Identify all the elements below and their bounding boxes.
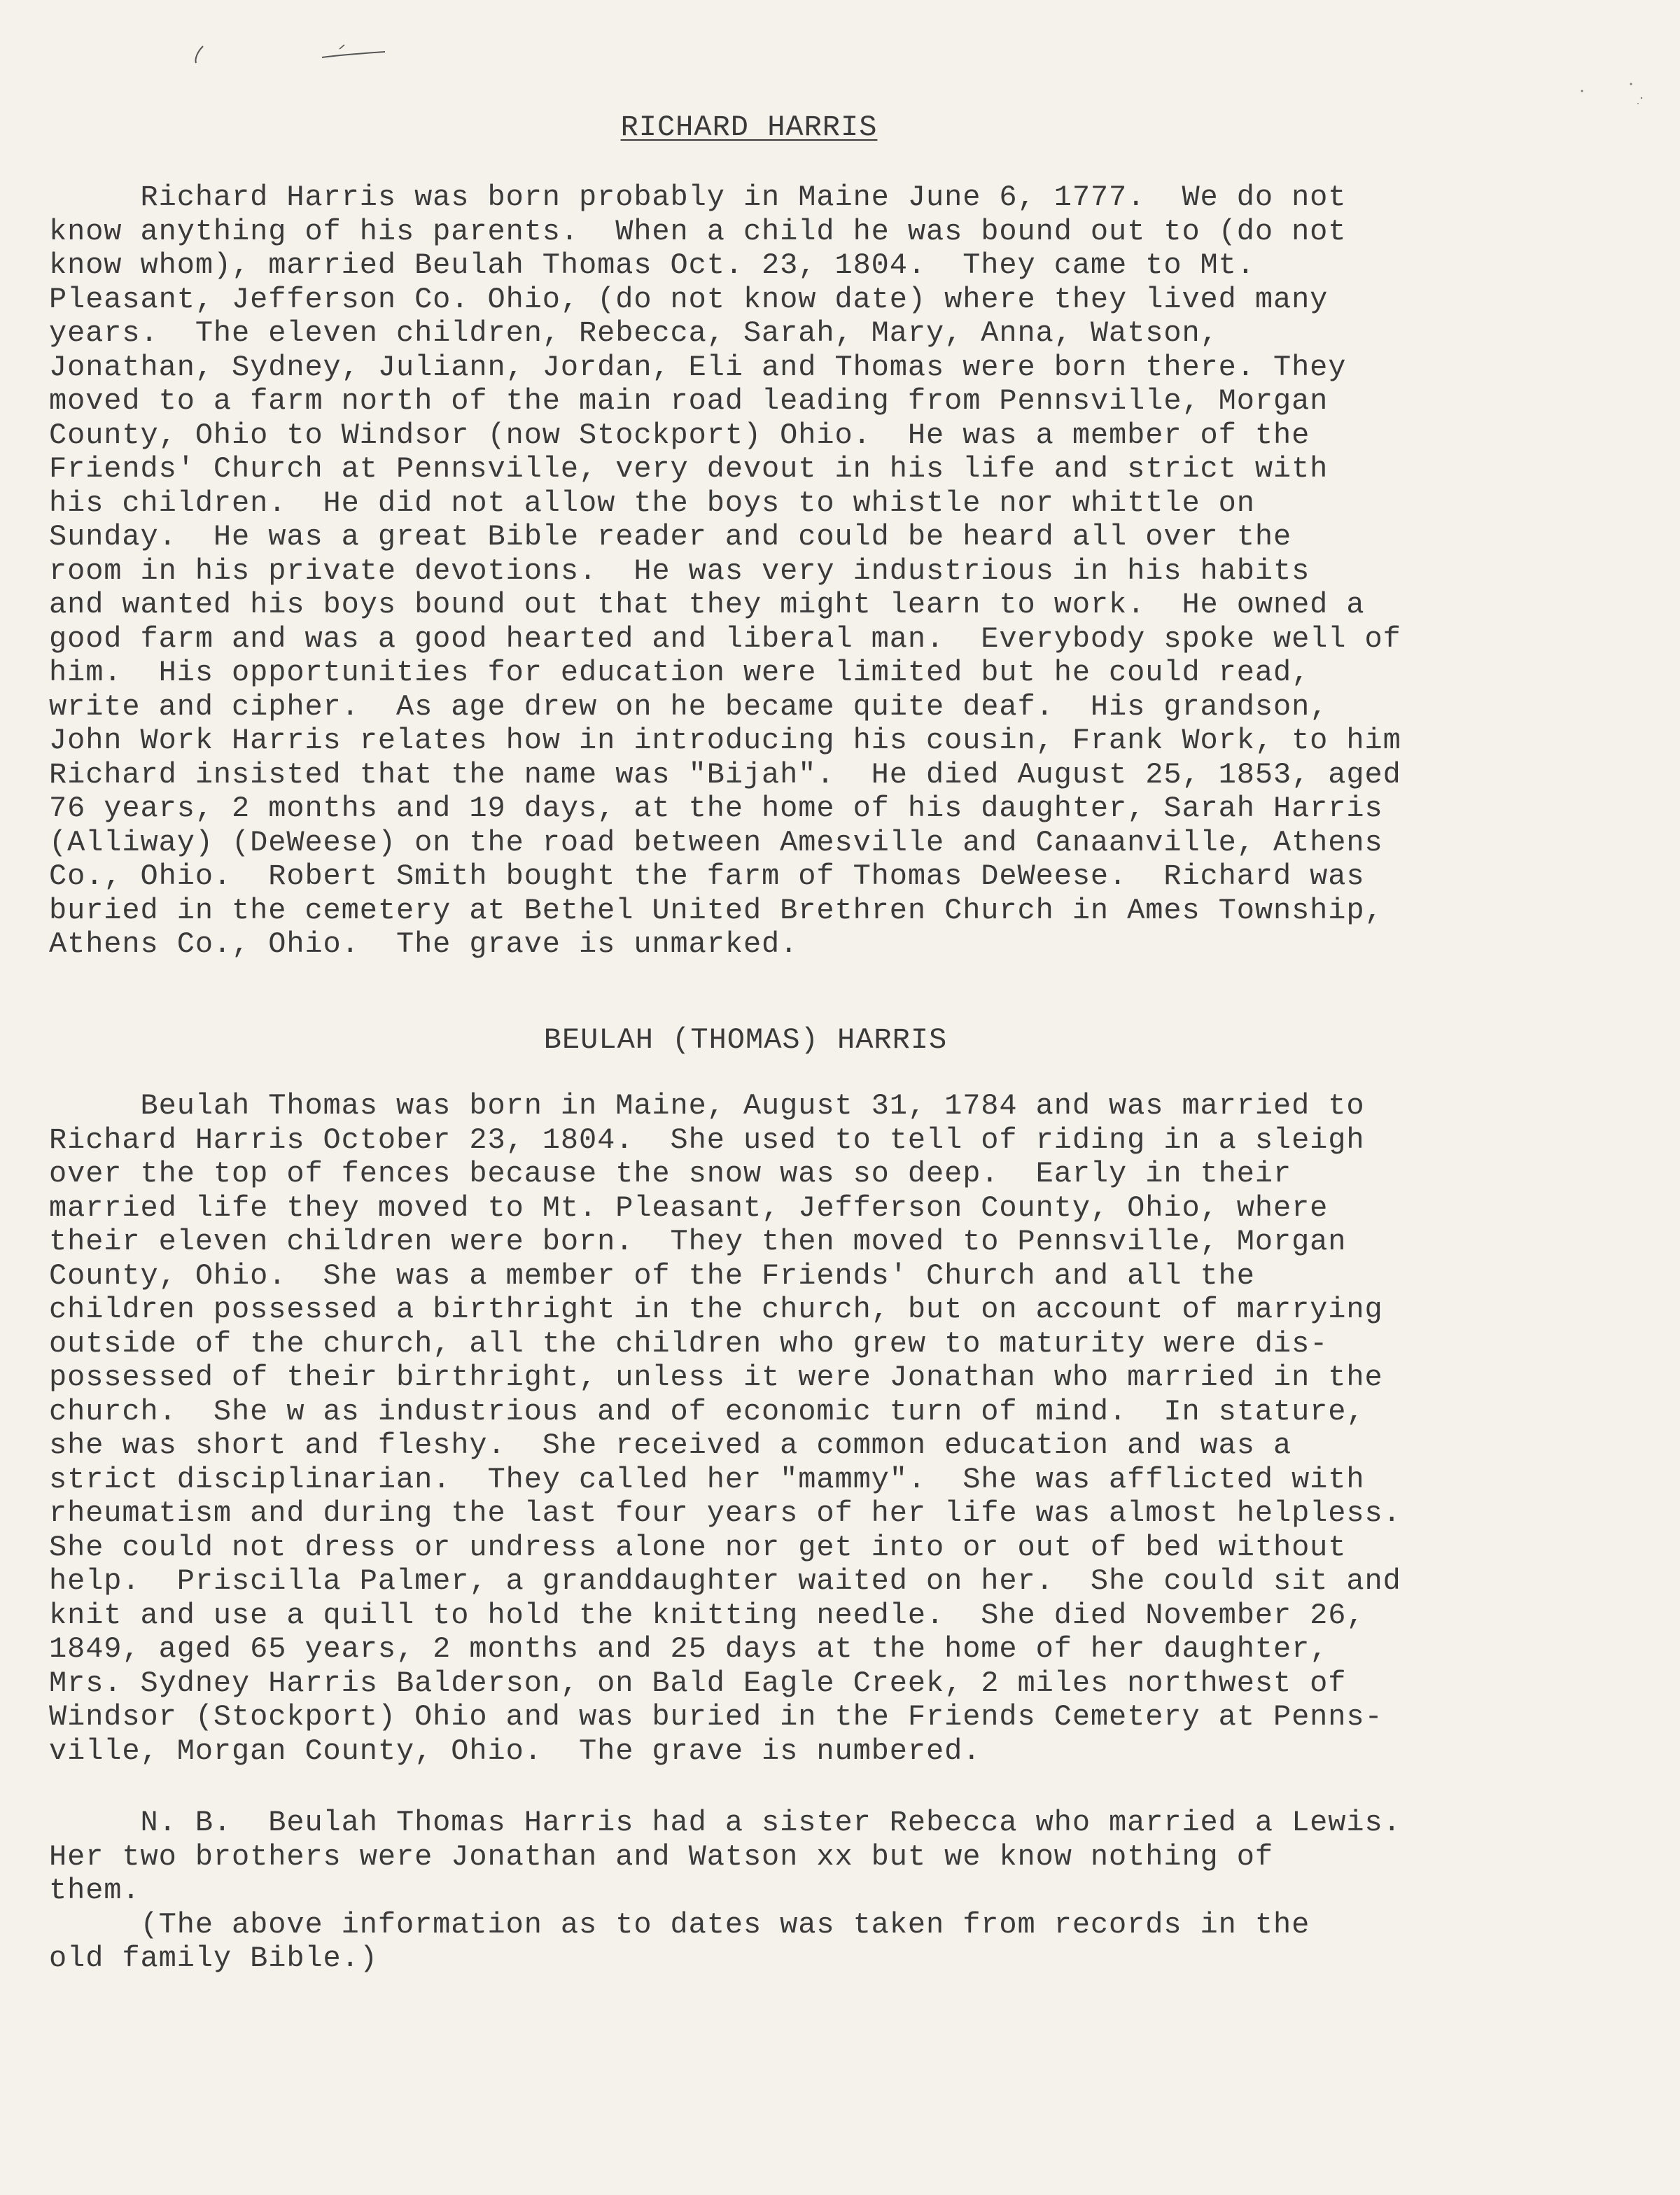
richard-text-line: (Alliway) (DeWeese) on the road between Amesville and Canaanville, Athens — [49, 825, 1383, 860]
richard-text-line: know anything of his parents. When a child he was bound out to (do not — [49, 214, 1347, 248]
beulah-text-line: children possessed a birthright in the church, but on account of marrying — [49, 1293, 1383, 1326]
richard-text-line: Pleasant, Jefferson Co. Ohio, (do not know date) where they lived many — [49, 282, 1329, 316]
beulah-text-line: Windsor (Stockport) Ohio and was buried in the Friends Cemetery at Penns- — [49, 1700, 1383, 1734]
richard-text-line: Co., Ohio. Robert Smith bought the farm of Thomas DeWeese. Richard was — [49, 860, 1365, 893]
richard-harris-title: RICHARD HARRIS — [620, 111, 878, 144]
richard-text-line: room in his private devotions. He was very industrious in his habits — [49, 554, 1310, 588]
richard-text-line: his children. He did not allow the boys to whistle nor whittle on — [49, 486, 1255, 520]
richard-text-line: Sunday. He was a great Bible reader and could be heard all over the — [49, 520, 1292, 554]
note-text-line: Her two brothers were Jonathan and Watson xx but we know nothing of — [49, 1839, 1273, 1874]
beulah-text-line: 1849, aged 65 years, 2 months and 25 days at the home of her daughter, — [49, 1632, 1329, 1666]
beulah-text-line: over the top of fences because the snow was so deep. Early in their — [49, 1157, 1292, 1191]
beulah-text-line: She could not dress or undress alone nor get into or out of bed without — [49, 1530, 1347, 1564]
beulah-text-line: she was short and fleshy. She received a common education and was a — [49, 1429, 1292, 1462]
beulah-text-line: strict disciplinarian. They called her "mammy". She was afflicted with — [49, 1462, 1365, 1496]
beulah-text-line: help. Priscilla Palmer, a granddaughter waited on her. She could sit and — [49, 1564, 1401, 1598]
richard-text-line: 76 years, 2 months and 19 days, at the home of his daughter, Sarah Harris — [49, 792, 1383, 825]
note-text-line: them. — [49, 1874, 141, 1907]
richard-text-line: buried in the cemetery at Bethel United Brethren Church in Ames Township, — [49, 893, 1383, 927]
richard-text-line: Jonathan, Sydney, Juliann, Jordan, Eli and Thomas were born there. They — [49, 350, 1347, 384]
note-text-line: (The above information as to dates was taken from records in the — [49, 1907, 1310, 1942]
richard-text-line: Richard insisted that the name was "Bijah". He died August 25, 1853, aged — [49, 757, 1401, 792]
beulah-text-line: their eleven children were born. They then moved to Pennsville, Morgan — [49, 1225, 1347, 1258]
richard-harris-paragraph — [49, 181, 1533, 962]
beulah-text-line: Mrs. Sydney Harris Balderson, on Bald Eagle Creek, 2 miles northwest of — [49, 1666, 1347, 1700]
richard-text-line: good farm and was a good hearted and liberal man. Everybody spoke well of — [49, 622, 1401, 656]
richard-text-line: moved to a farm north of the main road leading from Pennsville, Morgan — [49, 384, 1329, 418]
paper-specks — [1568, 70, 1652, 112]
richard-text-line: him. His opportunities for education were limited but he could read, — [49, 656, 1310, 689]
note-paragraph — [49, 1806, 1533, 1976]
richard-text-line: County, Ohio to Windsor (now Stockport) Ohio. He was a member of the — [49, 418, 1310, 452]
note-text-line: old family Bible.) — [49, 1942, 378, 1975]
richard-text-line: know whom), married Beulah Thomas Oct. 23, 1804. They came to Mt. — [49, 248, 1255, 282]
richard-text-line: write and cipher. As age drew on he became quite deaf. His grandson, — [49, 689, 1329, 724]
richard-text-line: Friends' Church at Pennsville, very devout in his life and strict with — [49, 452, 1329, 486]
pencil-mark — [182, 39, 392, 67]
beulah-text-line: County, Ohio. She was a member of the Friends' Church and all the — [49, 1258, 1255, 1293]
beulah-text-line: church. She w as industrious and of economic turn of mind. In stature, — [49, 1394, 1365, 1429]
richard-text-line: John Work Harris relates how in introducing his cousin, Frank Work, to him — [49, 724, 1401, 757]
richard-text-line: years. The eleven children, Rebecca, Sarah, Mary, Anna, Watson, — [49, 316, 1219, 350]
beulah-harris-paragraph — [49, 1089, 1533, 1768]
beulah-text-line: Richard Harris October 23, 1804. She used to tell of riding in a sleigh — [49, 1123, 1365, 1157]
beulah-text-line: married life they moved to Mt. Pleasant, Jefferson County, Ohio, where — [49, 1191, 1329, 1225]
beulah-text-line: possessed of their birthright, unless it were Jonathan who married in the — [49, 1361, 1383, 1394]
beulah-text-line: outside of the church, all the children who grew to maturity were dis- — [49, 1326, 1329, 1361]
richard-text-line: Athens Co., Ohio. The grave is unmarked. — [49, 927, 799, 961]
beulah-text-line: ville, Morgan County, Ohio. The grave is numbered. — [49, 1734, 981, 1768]
beulah-text-line: rheumatism and during the last four years of her life was almost helpless. — [49, 1496, 1401, 1530]
beulah-harris-title: BEULAH (THOMAS) HARRIS — [543, 1023, 948, 1057]
richard-text-line: and wanted his boys bound out that they might learn to work. He owned a — [49, 588, 1365, 622]
richard-text-line: Richard Harris was born probably in Maine June 6, 1777. We do not — [49, 181, 1347, 214]
beulah-text-line: knit and use a quill to hold the knitting needle. She died November 26, — [49, 1598, 1365, 1632]
beulah-text-line: Beulah Thomas was born in Maine, August 31, 1784 and was married to — [49, 1089, 1365, 1123]
note-text-line: N. B. Beulah Thomas Harris had a sister Rebecca who married a Lewis. — [49, 1806, 1401, 1839]
